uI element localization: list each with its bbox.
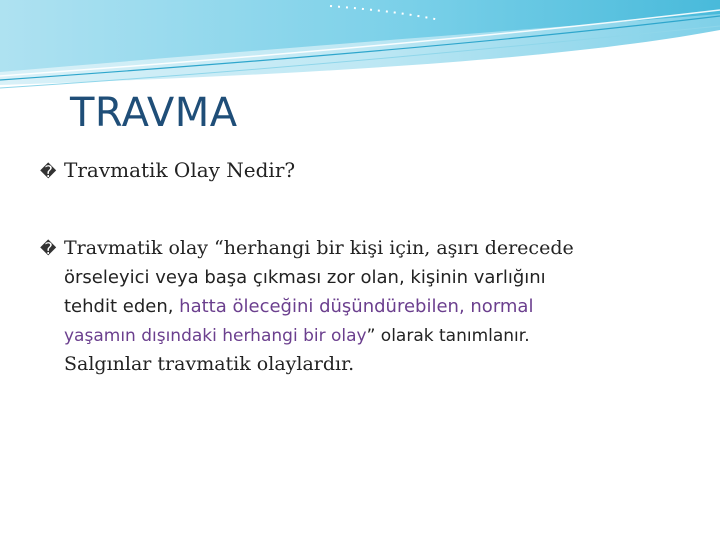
def-text-4b: ” olarak tanımlanır.	[366, 326, 530, 346]
bullet-heading	[40, 158, 295, 182]
def-term-olay: olay	[168, 237, 209, 259]
bullet-definition	[40, 234, 670, 378]
definition-line-2	[40, 263, 670, 292]
header-wave-decoration	[0, 0, 720, 100]
definition-line-4	[40, 321, 670, 350]
bullet-icon: �	[40, 239, 57, 258]
def-text-3b: hatta öleceğini düşündürebilen, normal	[173, 296, 534, 317]
page-title: TRAVMA	[70, 90, 238, 136]
bullet-icon: �	[40, 162, 57, 181]
definition-line-5	[40, 350, 670, 378]
def-text-2: örseleyici veya başa çıkması zor olan, kişinin varlığını	[64, 267, 546, 288]
def-text-3a: tehdit eden,	[64, 296, 174, 317]
definition-line-3	[40, 292, 670, 321]
def-text-5: Salgınlar travmatik olaylardır.	[64, 353, 355, 375]
definition-line-1	[40, 234, 670, 263]
def-term: Travmatik	[64, 237, 169, 259]
heading-text: Travmatik Olay Nedir?	[64, 158, 296, 182]
def-text-1: “herhangi bir kişi için, aşırı derecede	[208, 237, 574, 259]
def-text-4a: yaşamın dışındaki herhangi bir olay	[64, 326, 367, 346]
